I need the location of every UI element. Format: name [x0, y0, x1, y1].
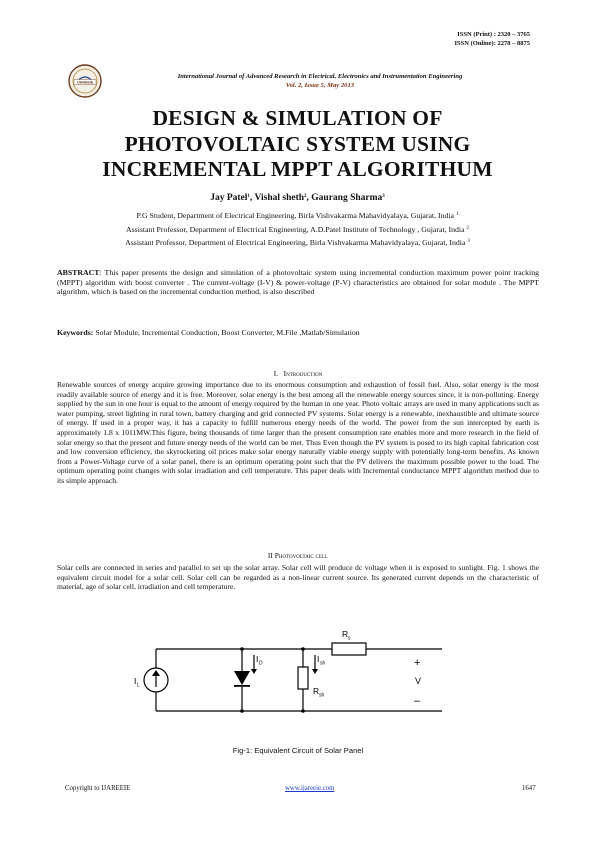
introduction-paragraph: Renewable sources of energy acquire growing importance due to its enormous consumption and exhaustion of fossil fuel. Also, solar energy is the most readily available source of energy and it is free. Moreover, solar energy is the best among all the renewable energy sources since, it is non-polluting. Energy supplied by the sun in one hour is equal to the amount of energy required by the human in one year. Photo voltaic arrays are used in many applications such as water pumping, street lighting in rural town, battery charging and grid connected PV systems. Solar energy is a renewable, inexhaustible and ultimate source of energy. If used in a proper way, it has a capacity to fulfill numerous energy needs of the world. The power from the sun intercepted by earth is approximately 1.8 x 1011MW.This figure, being thousands of time larger than the present consumption rate enables more and more research in the field of solar energy so that the present and future energy needs of the world can be met. Thus Even though the PV system is posed to its high capital fabrication cost and low conversion efficiency, the skyrocketing oil prices make solar energy naturally viable energy supply with potentially long-term benefits. As known from a Power-Voltage curve of a solar panel, there is an optimum operating point such that the PV delivers the maximum possible power to the load. The optimum operating point changes with solar irradiation and cell temperature. This paper deals with Incremental conductance MPPT algorithm method due to its simple approach. — [57, 380, 539, 485]
section-heading-photovoltaic-cell — [57, 551, 539, 560]
figure-caption: Fig-1: Equivalent Circuit of Solar Panel — [232, 746, 364, 755]
paper-title — [40, 106, 555, 183]
id-sub-label: D — [259, 660, 263, 667]
affiliation-text: P.G Student, Department of Electrical Engineering, Birla Vishvakarma Mahavidyalaya, Gujarat, India — [136, 211, 456, 220]
abstract-label: ABSTRACT — [57, 268, 100, 277]
journal-name: International Journal of Advanced Research in Electrical, Electronics and Instrumentation Engineering — [177, 73, 463, 80]
journal-header — [100, 73, 540, 90]
abstract — [57, 268, 539, 297]
affiliation-sup: 1 — [455, 212, 459, 217]
section-number: II — [267, 551, 273, 560]
affiliation — [40, 209, 555, 223]
title-line: INCREMENTAL MPPT ALGORITHUM — [102, 157, 493, 181]
rsh-sub-label: sh — [319, 692, 325, 699]
junction-node — [301, 709, 305, 713]
il-sub-label: L — [137, 682, 140, 689]
section-title: Photovoltaic cell — [274, 551, 329, 560]
page-number: 1647 — [522, 785, 536, 792]
ish-label: I — [317, 654, 320, 664]
affiliation-sup: 2 — [466, 225, 469, 231]
id-label: I — [256, 654, 259, 664]
author-sep: , — [249, 193, 255, 203]
affiliation-sup: 3 — [467, 239, 470, 245]
ish-sub-label: sh — [320, 660, 326, 667]
affiliation — [40, 223, 555, 237]
diode-bar — [234, 685, 250, 687]
issn-block — [455, 31, 530, 48]
keywords-label: Keywords: — [57, 328, 94, 337]
author-sep: , — [306, 193, 312, 203]
photovoltaic-paragraph: Solar cells are connected in series and parallel to set up the solar array. Solar cell will produce dc voltage when it is exposed to sunlight. Fig. 1 shows the equivalent circuit model for a solar cell. Solar cell can be regarded as a non-linear current source. Its generated current depends on the characteristic of material, age of solar cell, irradiation and cell temperature. — [57, 563, 539, 592]
author-sup: 2 — [304, 194, 307, 199]
diode-symbol — [234, 671, 250, 685]
v-label: V — [415, 676, 422, 686]
junction-node — [240, 709, 244, 713]
minus-label: – — [414, 695, 421, 707]
journal-logo — [68, 64, 102, 98]
keywords — [57, 328, 539, 337]
series-resistor — [332, 643, 366, 655]
rsh-label: R — [313, 686, 320, 696]
keywords-text: Solar Module, Incremental Conduction, Boost Converter, M.File ,Matlab/Simulation — [93, 328, 360, 337]
author-name: Gaurang Sharma — [311, 193, 383, 203]
author-name: Jay Patel — [210, 193, 248, 203]
affiliation — [40, 236, 555, 250]
author-name: Vishal sheth — [254, 193, 305, 203]
authors — [40, 193, 555, 203]
junction-node — [301, 647, 305, 651]
plus-label: + — [414, 657, 421, 669]
title-line: PHOTOVOLTAIC SYSTEM USING — [124, 131, 471, 156]
volume-issue: Vol. 2, Issue 5, May 2013 — [285, 81, 355, 89]
footer-website-link[interactable]: www.ijareeie.com — [285, 785, 335, 792]
ish-arrow-head — [312, 669, 318, 674]
issn-print: ISSN (Print) : 2320 – 3765 — [457, 31, 530, 38]
equivalent-circuit-figure — [134, 621, 458, 741]
junction-node — [240, 647, 244, 651]
title-line: DESIGN & SIMULATION OF — [152, 106, 443, 130]
footer-copyright: Copyright to IJAREEIE — [65, 785, 131, 792]
affiliations — [40, 209, 555, 250]
affiliation-text: Assistant Professor, Department of Electrical Engineering, Birla Vishvakarma Mahavidyalaya, Gujarat, India — [125, 238, 468, 248]
shunt-resistor — [298, 667, 308, 689]
abstract-text: : This paper presents the design and simulation of a photovoltaic system using incremental conduction maximum power point tracking (MPPT) algorithm with boost converter . The current-voltage (I-V) & power-voltage (P-V) characteristics are obtained for solar module . The MPPT algorithm, which is based on the incremental conduction method, is also described — [57, 268, 539, 296]
rs-sub-label: s — [348, 635, 351, 642]
affiliation-text: Assistant Professor, Department of Electrical Engineering, A.D.Patel Institute of Technology , Gujarat, India — [126, 224, 467, 234]
il-label: I — [134, 676, 137, 686]
section-heading-introduction — [57, 369, 539, 378]
rs-label: R — [342, 629, 349, 639]
author-sup: 3 — [382, 194, 385, 199]
author-sup: 1 — [247, 194, 250, 199]
issn-online: ISSN (Online): 2278 – 8875 — [454, 39, 530, 47]
section-title: Introduction — [283, 369, 323, 378]
svg-text:IJAREEIE: IJAREEIE — [76, 80, 94, 85]
id-arrow-head — [251, 669, 257, 674]
section-number: I. — [273, 369, 279, 378]
